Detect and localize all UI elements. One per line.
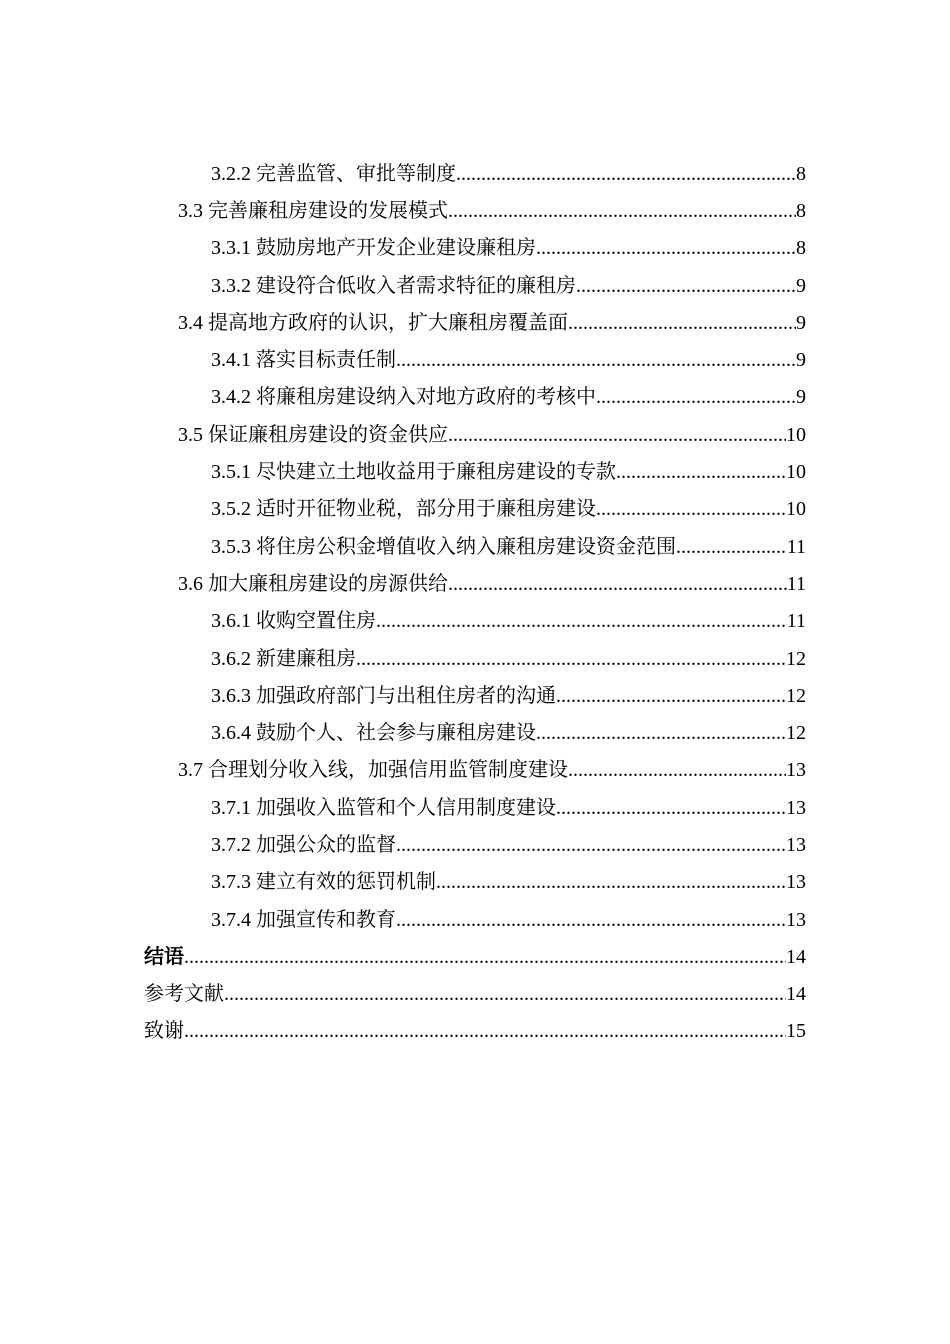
toc-entry-title: 3.3.1 鼓励房地产开发企业建设廉租房 bbox=[211, 237, 536, 260]
toc-entry-title: 参考文献 bbox=[144, 983, 224, 1006]
toc-page-number: 8 bbox=[796, 199, 806, 222]
toc-entry[interactable] bbox=[0, 826, 950, 863]
toc-dot-leader bbox=[448, 423, 786, 447]
toc-dot-leader bbox=[356, 647, 786, 671]
toc-entry-title: 3.7.4 加强宣传和教育 bbox=[211, 908, 396, 931]
toc-entry-title: 3.4.1 落实目标责任制 bbox=[211, 349, 396, 372]
toc-entry[interactable] bbox=[0, 864, 950, 901]
toc-page-number: 9 bbox=[796, 311, 806, 334]
toc-entry-title: 3.7.1 加强收入监管和个人信用制度建设 bbox=[211, 796, 556, 819]
toc-page-number: 12 bbox=[786, 647, 806, 670]
toc-page-number: 13 bbox=[786, 871, 806, 894]
toc-page-number: 14 bbox=[786, 945, 806, 968]
table-of-contents bbox=[0, 155, 950, 1050]
toc-entry-title: 3.5 保证廉租房建设的资金供应 bbox=[178, 423, 448, 446]
toc-entry-title: 3.5.2 适时开征物业税，部分用于廉租房建设 bbox=[211, 498, 596, 521]
toc-dot-leader bbox=[596, 385, 796, 409]
toc-dot-leader bbox=[436, 870, 786, 894]
toc-page-number: 13 bbox=[786, 908, 806, 931]
toc-dot-leader bbox=[536, 721, 786, 745]
toc-page-number: 10 bbox=[786, 461, 806, 484]
toc-entry[interactable] bbox=[0, 416, 950, 453]
toc-entry-title: 致谢 bbox=[144, 1020, 184, 1043]
toc-page-number: 12 bbox=[786, 684, 806, 707]
toc-dot-leader bbox=[184, 1019, 786, 1043]
toc-entry[interactable] bbox=[0, 379, 950, 416]
toc-page-number: 11 bbox=[786, 610, 806, 633]
toc-entry-title: 3.6.2 新建廉租房 bbox=[211, 647, 356, 670]
toc-page-number: 10 bbox=[786, 498, 806, 521]
toc-page-number: 10 bbox=[786, 423, 806, 446]
toc-entry-title: 3.6.4 鼓励个人、社会参与廉租房建设 bbox=[211, 722, 536, 745]
toc-entry[interactable] bbox=[0, 1013, 950, 1050]
toc-entry[interactable] bbox=[0, 565, 950, 602]
toc-entry[interactable] bbox=[0, 789, 950, 826]
toc-dot-leader bbox=[596, 497, 786, 521]
toc-entry[interactable] bbox=[0, 453, 950, 490]
toc-page-number: 11 bbox=[786, 535, 806, 558]
toc-page-number: 8 bbox=[796, 237, 806, 260]
toc-entry[interactable] bbox=[0, 901, 950, 938]
toc-entry[interactable] bbox=[0, 491, 950, 528]
toc-dot-leader bbox=[568, 311, 796, 335]
toc-page-number: 14 bbox=[786, 983, 806, 1006]
toc-page-number: 13 bbox=[786, 796, 806, 819]
toc-dot-leader bbox=[536, 236, 796, 260]
toc-page-number: 9 bbox=[796, 386, 806, 409]
toc-page-number: 15 bbox=[786, 1020, 806, 1043]
toc-entry[interactable] bbox=[0, 603, 950, 640]
toc-entry-title: 3.6.3 加强政府部门与出租住房者的沟通 bbox=[211, 684, 556, 707]
toc-dot-leader bbox=[376, 609, 787, 633]
toc-entry-title: 3.4 提高地方政府的认识，扩大廉租房覆盖面 bbox=[178, 311, 568, 334]
toc-dot-leader bbox=[448, 572, 787, 596]
toc-entry-title: 3.7.3 建立有效的惩罚机制 bbox=[211, 871, 436, 894]
toc-dot-leader bbox=[616, 460, 786, 484]
toc-entry-title: 3.7.2 加强公众的监督 bbox=[211, 833, 396, 856]
toc-entry-title: 3.7 合理划分收入线，加强信用监管制度建设 bbox=[178, 759, 568, 782]
toc-entry[interactable] bbox=[0, 976, 950, 1013]
toc-entry-title: 3.5.3 将住房公积金增值收入纳入廉租房建设资金范围 bbox=[211, 535, 676, 558]
toc-entry-title: 3.6 加大廉租房建设的房源供给 bbox=[178, 572, 448, 595]
toc-entry[interactable] bbox=[0, 938, 950, 975]
toc-entry[interactable] bbox=[0, 677, 950, 714]
toc-entry-title: 3.4.2 将廉租房建设纳入对地方政府的考核中 bbox=[211, 386, 596, 409]
toc-page-number: 12 bbox=[786, 722, 806, 745]
toc-entry-title: 结语 bbox=[144, 945, 184, 968]
toc-entry[interactable] bbox=[0, 155, 950, 192]
toc-dot-leader bbox=[448, 199, 796, 223]
toc-page-number: 13 bbox=[786, 833, 806, 856]
toc-entry-title: 3.5.1 尽快建立土地收益用于廉租房建设的专款 bbox=[211, 461, 616, 484]
toc-dot-leader bbox=[456, 162, 796, 186]
toc-entry[interactable] bbox=[0, 341, 950, 378]
toc-dot-leader bbox=[568, 758, 786, 782]
toc-entry-title: 3.3.2 建设符合低收入者需求特征的廉租房 bbox=[211, 274, 576, 297]
toc-entry[interactable] bbox=[0, 192, 950, 229]
toc-page-number: 13 bbox=[786, 759, 806, 782]
toc-dot-leader bbox=[224, 982, 786, 1006]
toc-entry[interactable] bbox=[0, 267, 950, 304]
toc-entry[interactable] bbox=[0, 528, 950, 565]
toc-page-number: 9 bbox=[796, 274, 806, 297]
toc-dot-leader bbox=[184, 945, 786, 969]
toc-dot-leader bbox=[676, 535, 787, 559]
toc-dot-leader bbox=[576, 274, 796, 298]
toc-dot-leader bbox=[396, 348, 796, 372]
toc-page-number: 9 bbox=[796, 349, 806, 372]
toc-entry-title: 3.3 完善廉租房建设的发展模式 bbox=[178, 199, 448, 222]
toc-entry[interactable] bbox=[0, 640, 950, 677]
toc-dot-leader bbox=[556, 684, 786, 708]
toc-dot-leader bbox=[556, 796, 786, 820]
toc-entry-title: 3.6.1 收购空置住房 bbox=[211, 610, 376, 633]
toc-entry[interactable] bbox=[0, 304, 950, 341]
toc-dot-leader bbox=[396, 833, 786, 857]
toc-entry[interactable] bbox=[0, 714, 950, 751]
toc-entry-title: 3.2.2 完善监管、审批等制度 bbox=[211, 162, 456, 185]
toc-page-number: 8 bbox=[796, 162, 806, 185]
toc-entry[interactable] bbox=[0, 752, 950, 789]
toc-dot-leader bbox=[396, 908, 786, 932]
toc-page-number: 11 bbox=[786, 572, 806, 595]
toc-entry[interactable] bbox=[0, 230, 950, 267]
